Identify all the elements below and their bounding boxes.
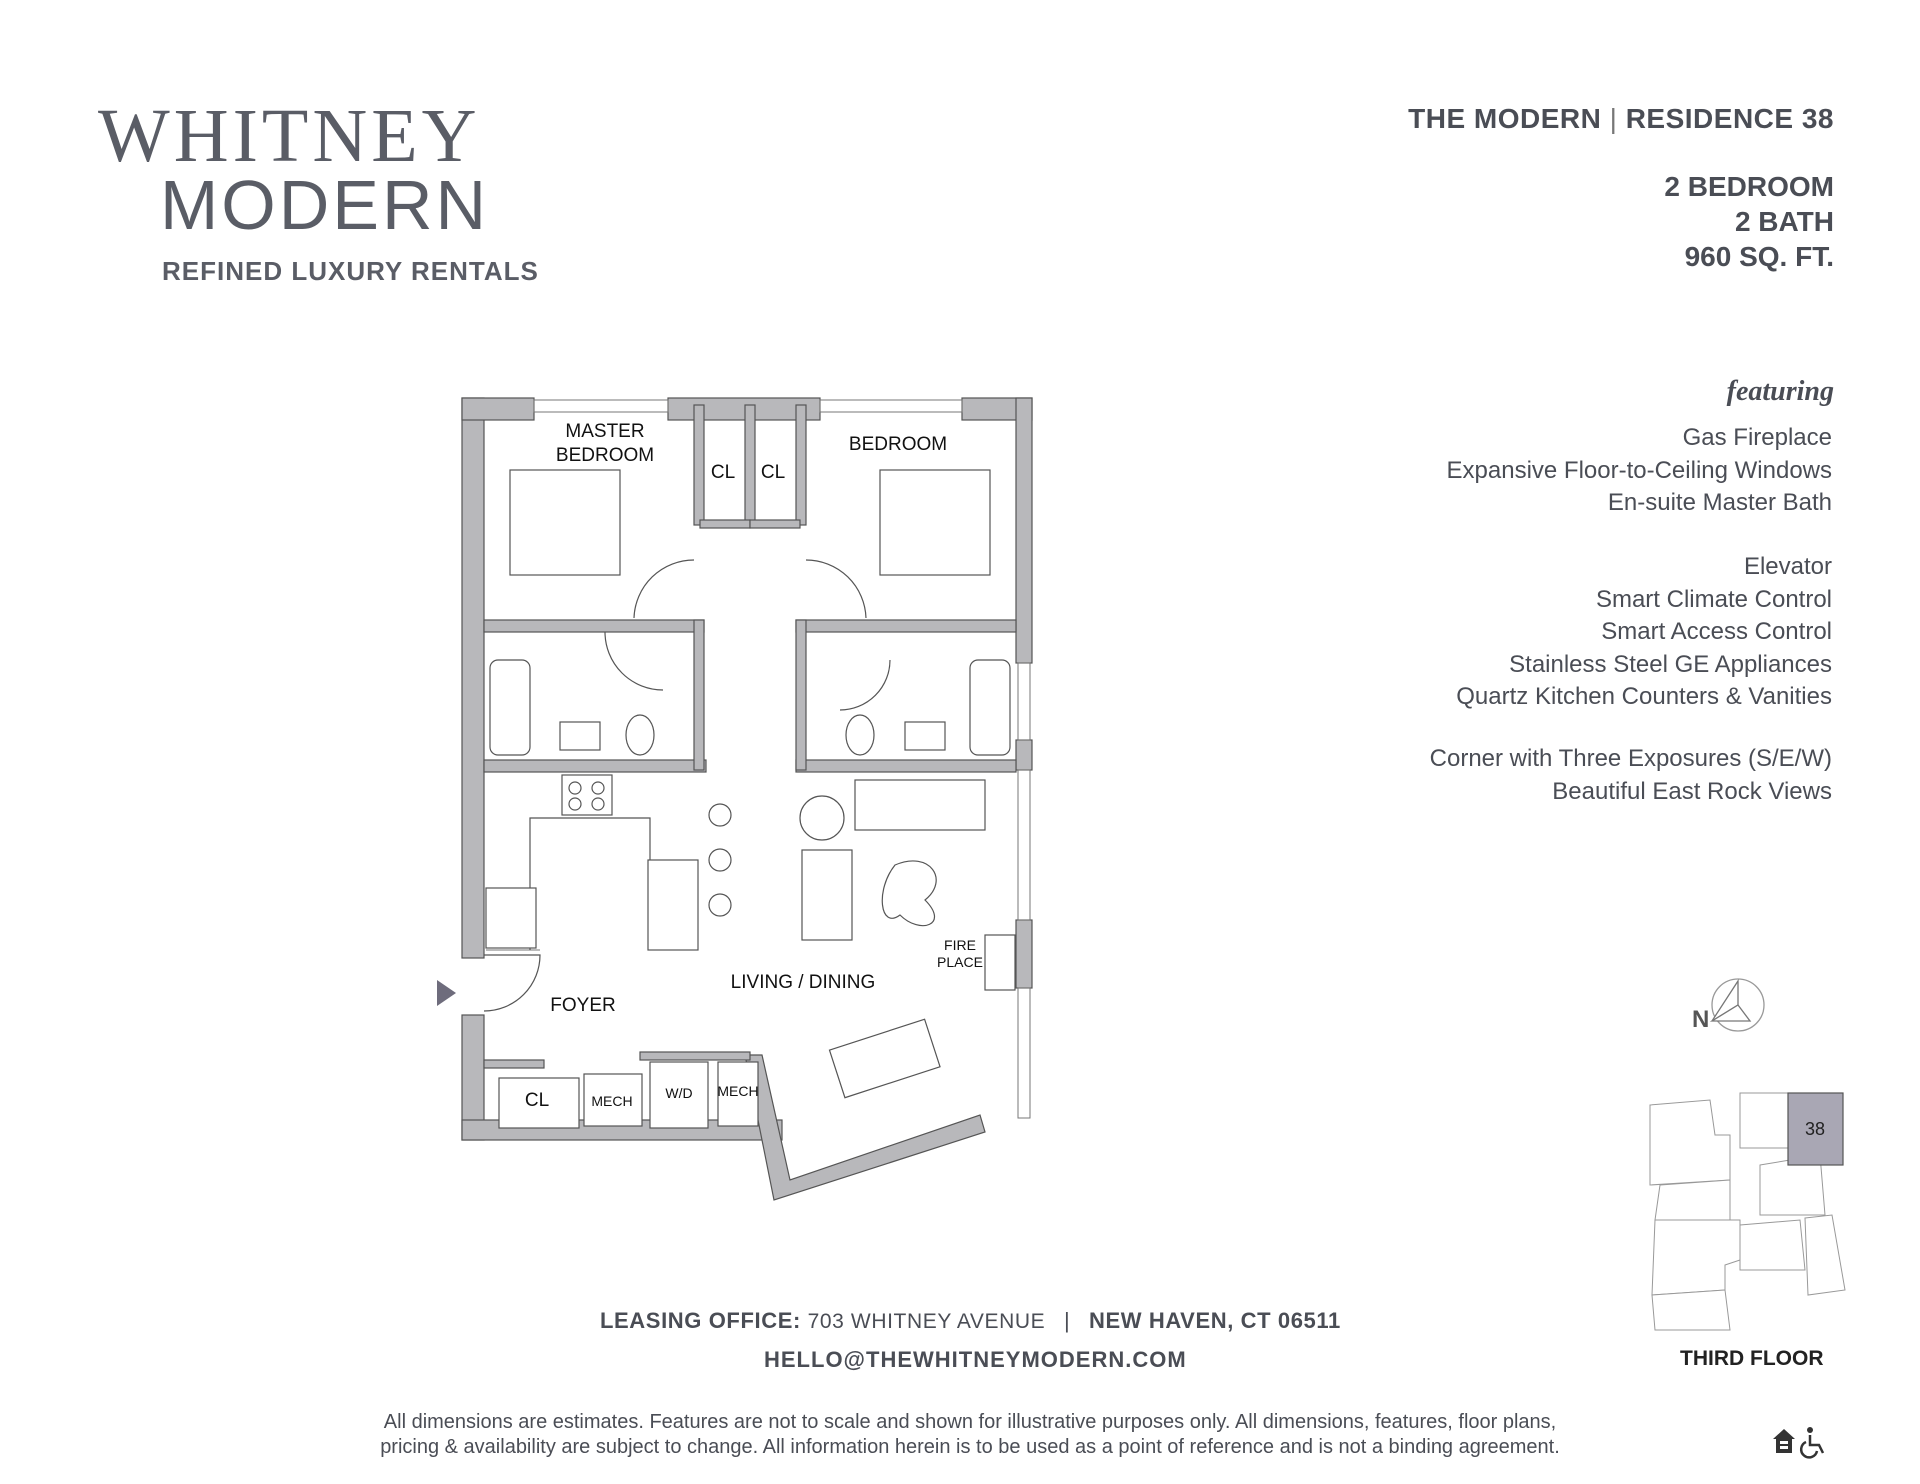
spec-bedrooms: 2 BEDROOM	[1664, 171, 1834, 202]
entry-arrow-icon	[437, 980, 456, 1006]
key-unit	[1740, 1220, 1805, 1270]
wall	[484, 760, 706, 772]
room-label-master-bedroom: BEDROOM	[555, 445, 655, 466]
stool	[709, 894, 731, 916]
bed	[880, 470, 990, 575]
city-state-zip: NEW HAVEN, CT 06511	[1089, 1308, 1341, 1333]
stove	[562, 775, 612, 815]
feature-item: Stainless Steel GE Appliances	[1509, 650, 1832, 678]
key-unit	[1740, 1093, 1788, 1148]
wall	[1016, 920, 1032, 988]
wall	[796, 620, 806, 770]
window	[1018, 988, 1030, 1118]
features-group-2	[1456, 551, 1832, 714]
street-address: 703 WHITNEY AVENUE	[807, 1310, 1046, 1333]
room-label-fireplace: PLACE	[937, 954, 983, 970]
wall	[796, 620, 1016, 632]
feature-item: Corner with Three Exposures (S/E/W)	[1429, 745, 1832, 772]
feature-item: Gas Fireplace	[1682, 424, 1832, 451]
feature-item: Smart Climate Control	[1595, 585, 1832, 613]
key-unit	[1805, 1215, 1845, 1295]
kitchen-island	[648, 860, 698, 950]
bed	[510, 470, 620, 575]
key-unit	[1652, 1290, 1730, 1330]
sink	[905, 722, 945, 750]
door-swing	[806, 560, 866, 618]
window	[534, 400, 668, 412]
window	[1018, 770, 1030, 920]
fridge	[486, 888, 536, 948]
disclaimer-line: pricing & availability are subject to change. All information herein is to be used as a point of reference and is not a binding agreement.	[380, 1436, 1560, 1458]
key-unit	[1650, 1100, 1730, 1185]
residence-number: RESIDENCE 38	[1625, 103, 1834, 134]
disclaimer	[280, 1410, 1660, 1460]
floor-plan	[430, 395, 1070, 1225]
wall	[640, 1052, 750, 1060]
wall	[1016, 740, 1032, 770]
window	[1018, 663, 1030, 740]
loveseat	[802, 850, 852, 940]
contact-separator: |	[1063, 1308, 1071, 1333]
room-label-foyer: FOYER	[550, 995, 616, 1016]
room-label-fireplace: FIRE	[944, 937, 976, 953]
room-label-closet: CL	[524, 1090, 550, 1111]
room-label-mech: MECH	[717, 1083, 759, 1099]
room-label-mech: MECH	[591, 1093, 633, 1109]
compass-label: N	[1692, 1006, 1710, 1033]
feature-item: Expansive Floor-to-Ceiling Windows	[1446, 456, 1832, 484]
unit-title	[1408, 103, 1834, 135]
features-heading: featuring	[1726, 376, 1834, 407]
bathtub	[970, 660, 1010, 755]
contact-email[interactable]: HELLO@THEWHITNEYMODERN.COM	[764, 1347, 1187, 1372]
logo-tagline: REFINED LUXURY RENTALS	[162, 256, 539, 286]
logo-wordmark-line2: MODERN	[160, 166, 490, 244]
office-label: LEASING OFFICE	[600, 1308, 793, 1333]
door-swing	[634, 560, 694, 618]
equal-housing-icon	[1773, 1429, 1795, 1453]
features-group-3	[1430, 743, 1832, 808]
building-name: THE MODERN	[1408, 103, 1602, 134]
feature-item: Quartz Kitchen Counters & Vanities	[1456, 683, 1832, 710]
key-unit-number: 38	[1804, 1119, 1826, 1139]
wall	[484, 1060, 544, 1068]
sink	[560, 722, 600, 750]
wall	[750, 520, 800, 528]
fireplace	[985, 935, 1015, 990]
dining-table	[829, 1019, 940, 1097]
feature-item: Elevator	[1743, 553, 1832, 580]
toilet	[626, 715, 654, 755]
key-unit	[1652, 1220, 1740, 1295]
logo-wordmark-line1: WHITNEY	[98, 94, 481, 178]
room-label-closet: CL	[710, 462, 736, 483]
room-label-master-bedroom: MASTER	[565, 421, 645, 442]
wall	[796, 760, 1016, 772]
sofa	[855, 780, 985, 830]
room-label-living-dining: LIVING / DINING	[730, 972, 876, 993]
key-plan	[1640, 1090, 1850, 1340]
disclaimer-line: All dimensions are estimates. Features are not to scale and shown for illustrative purposes only. All dimensions, features, floor plans,	[383, 1411, 1557, 1433]
accessibility-icons	[1770, 1425, 1830, 1461]
bathtub	[490, 660, 530, 755]
wall	[462, 398, 484, 958]
wall	[462, 398, 534, 420]
floor-label: THIRD FLOOR	[1680, 1347, 1824, 1370]
stool	[709, 849, 731, 871]
office-colon: :	[792, 1308, 801, 1333]
stool	[709, 804, 731, 826]
compass-icon	[1690, 975, 1770, 1045]
feature-item: Beautiful East Rock Views	[1552, 777, 1832, 805]
round-table	[800, 796, 844, 840]
wall	[700, 520, 750, 528]
spec-baths: 2 BATH	[1734, 206, 1834, 237]
wall	[484, 620, 704, 632]
room-label-washer-dryer: W/D	[665, 1085, 693, 1101]
feature-item: Smart Access Control	[1601, 618, 1832, 645]
door-swing	[484, 955, 540, 1011]
room-label-closet: CL	[760, 462, 786, 483]
title-separator: |	[1609, 103, 1618, 134]
wall	[694, 620, 704, 770]
lounge-chair	[882, 861, 936, 926]
feature-item: En-suite Master Bath	[1607, 489, 1832, 516]
wall	[1016, 398, 1032, 663]
door-swing	[840, 660, 890, 710]
room-label-bedroom: BEDROOM	[848, 434, 948, 455]
key-unit	[1655, 1180, 1730, 1220]
kitchen-counter	[530, 818, 650, 950]
spec-square-feet: 960 SQ. FT.	[1684, 241, 1834, 272]
toilet	[846, 715, 874, 755]
wall	[745, 405, 755, 525]
wheelchair-accessible-icon	[1801, 1427, 1823, 1457]
features-group-1	[1447, 422, 1832, 520]
wall	[796, 405, 806, 525]
contact-address	[600, 1308, 1341, 1334]
window	[820, 400, 962, 412]
wall	[694, 405, 704, 525]
door-swing	[605, 632, 663, 690]
